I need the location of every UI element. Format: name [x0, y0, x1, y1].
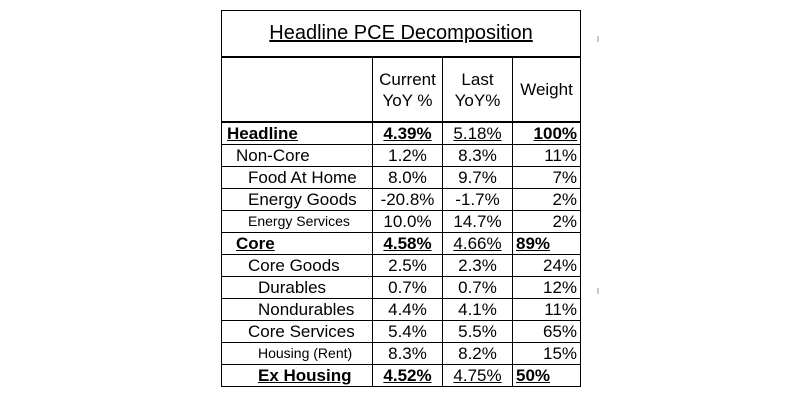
- row-last-food-at-home: 9.7%: [443, 167, 513, 189]
- row-last-housing-rent: 8.2%: [443, 343, 513, 365]
- row-last-non-core: 8.3%: [443, 145, 513, 167]
- pce-decomposition-table-wrap: [221, 10, 580, 390]
- row-weight-headline: 100%: [513, 122, 581, 145]
- row-current-ex-housing: 4.52%: [373, 365, 443, 387]
- row-weight-durables: 12%: [513, 277, 581, 299]
- row-last-core: 4.66%: [443, 233, 513, 255]
- table-row-nondurables: [222, 299, 581, 321]
- header-last-line2: YoY%: [454, 90, 501, 110]
- header-current-yoy: [373, 57, 443, 122]
- row-last-energy-services: 14.7%: [443, 211, 513, 233]
- row-weight-food-at-home: 7%: [513, 167, 581, 189]
- header-last-line1: Last: [461, 69, 494, 89]
- header-current-line2: YoY %: [382, 90, 433, 110]
- header-last-yoy: [443, 57, 513, 122]
- row-label-non-core: Non-Core: [222, 145, 373, 167]
- row-weight-nondurables: 11%: [513, 299, 581, 321]
- row-current-food-at-home: 8.0%: [373, 167, 443, 189]
- row-last-headline: 5.18%: [443, 122, 513, 145]
- table-row-energy-services: [222, 211, 581, 233]
- row-weight-ex-housing: 50%: [513, 365, 581, 387]
- row-current-core-services: 5.4%: [373, 321, 443, 343]
- row-current-housing-rent: 8.3%: [373, 343, 443, 365]
- header-label-cell: [222, 57, 373, 122]
- table-row-housing-rent: [222, 343, 581, 365]
- row-weight-core-goods: 24%: [513, 255, 581, 277]
- row-weight-non-core: 11%: [513, 145, 581, 167]
- row-label-energy-services: Energy Services: [222, 211, 373, 233]
- row-current-energy-goods: -20.8%: [373, 189, 443, 211]
- row-label-durables: Durables: [222, 277, 373, 299]
- row-current-energy-services: 10.0%: [373, 211, 443, 233]
- table-title: Headline PCE Decomposition: [222, 11, 581, 58]
- row-last-core-services: 5.5%: [443, 321, 513, 343]
- row-last-ex-housing: 4.75%: [443, 365, 513, 387]
- table-row-durables: [222, 277, 581, 299]
- row-current-core: 4.58%: [373, 233, 443, 255]
- row-weight-housing-rent: 15%: [513, 343, 581, 365]
- row-weight-core: 89%: [513, 233, 581, 255]
- title-row: [222, 11, 581, 58]
- row-label-food-at-home: Food At Home: [222, 167, 373, 189]
- row-weight-energy-goods: 2%: [513, 189, 581, 211]
- pce-decomposition-table: [221, 10, 581, 387]
- row-label-headline: Headline: [222, 122, 373, 145]
- row-last-nondurables: 4.1%: [443, 299, 513, 321]
- row-current-durables: 0.7%: [373, 277, 443, 299]
- row-current-core-goods: 2.5%: [373, 255, 443, 277]
- table-row-core: [222, 233, 581, 255]
- table-row-food-at-home: [222, 167, 581, 189]
- row-last-durables: 0.7%: [443, 277, 513, 299]
- row-current-headline: 4.39%: [373, 122, 443, 145]
- row-label-housing-rent: Housing (Rent): [222, 343, 373, 365]
- row-label-nondurables: Nondurables: [222, 299, 373, 321]
- row-weight-energy-services: 2%: [513, 211, 581, 233]
- table-row-energy-goods: [222, 189, 581, 211]
- row-label-core: Core: [222, 233, 373, 255]
- row-current-nondurables: 4.4%: [373, 299, 443, 321]
- row-last-energy-goods: -1.7%: [443, 189, 513, 211]
- table-row-core-services: [222, 321, 581, 343]
- row-weight-core-services: 65%: [513, 321, 581, 343]
- table-row-ex-housing: [222, 365, 581, 387]
- edge-artifact: [597, 288, 599, 294]
- row-label-energy-goods: Energy Goods: [222, 189, 373, 211]
- header-current-line1: Current: [379, 69, 436, 89]
- row-label-core-services: Core Services: [222, 321, 373, 343]
- edge-artifact: [597, 36, 599, 42]
- header-row: [222, 57, 581, 122]
- header-weight: Weight: [513, 57, 581, 122]
- table-row-core-goods: [222, 255, 581, 277]
- row-label-core-goods: Core Goods: [222, 255, 373, 277]
- table-row-headline: [222, 122, 581, 145]
- row-current-non-core: 1.2%: [373, 145, 443, 167]
- row-last-core-goods: 2.3%: [443, 255, 513, 277]
- row-label-ex-housing: Ex Housing: [222, 365, 373, 387]
- table-row-non-core: [222, 145, 581, 167]
